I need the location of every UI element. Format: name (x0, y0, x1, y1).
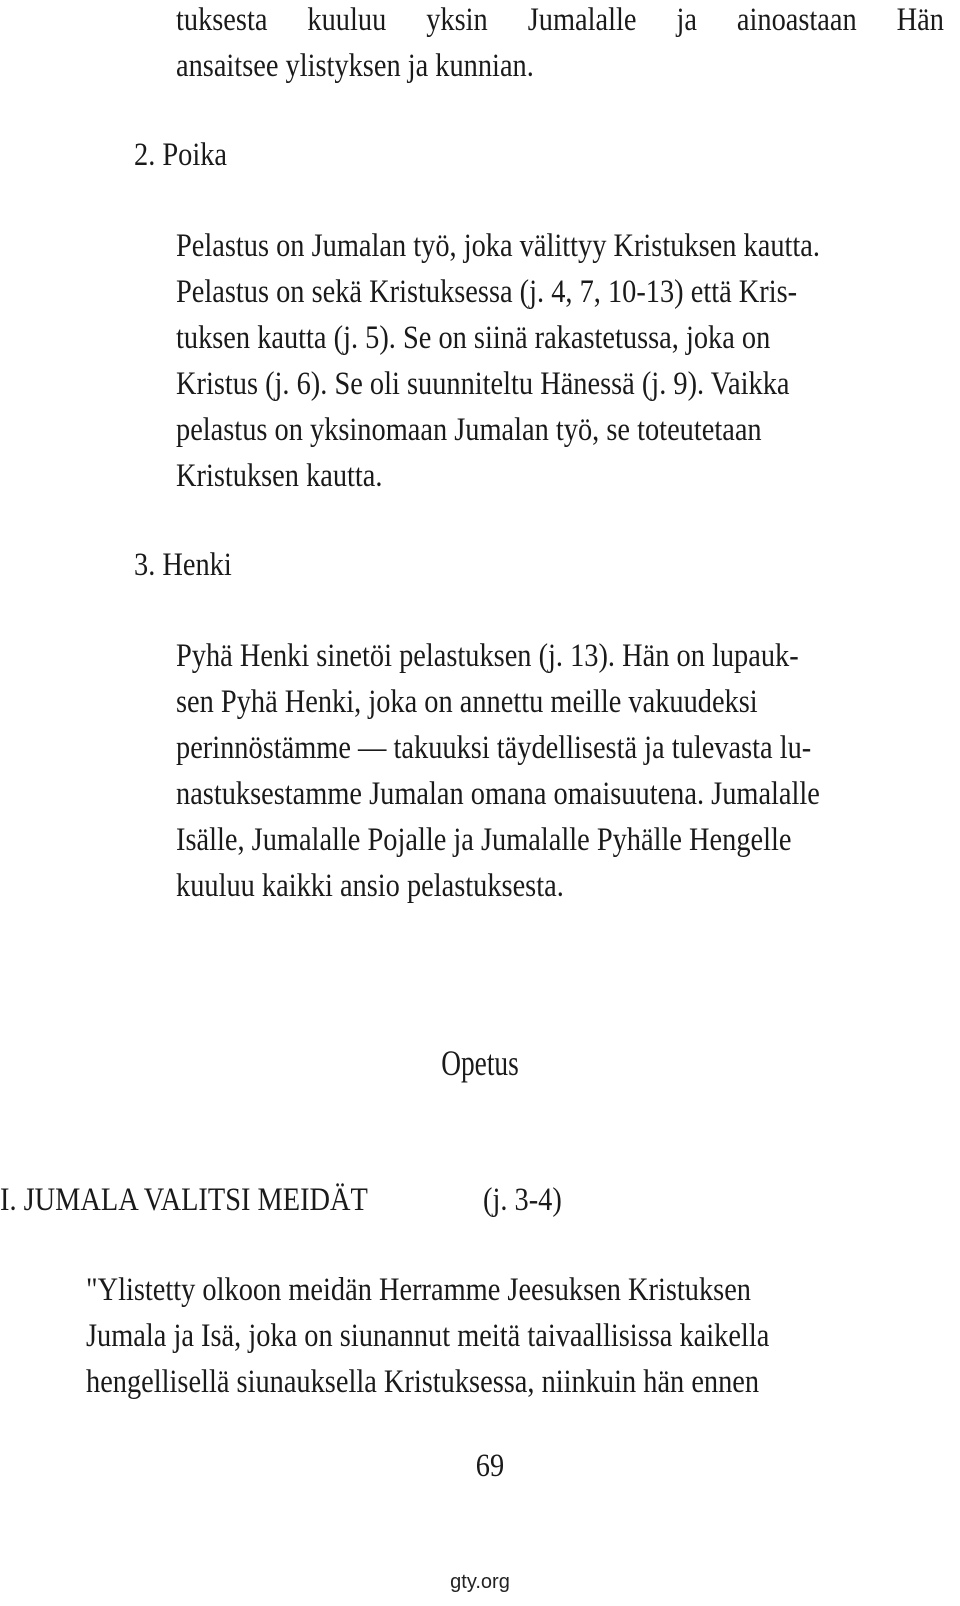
site-watermark: gty.org (450, 1571, 510, 1593)
paragraph-line: Kristus (j. 6). Se oli suunniteltu Hänessä (j. 9). Vaikka (176, 366, 790, 402)
quote-line: hengellisellä siunauksella Kristuksessa, niinkuin hän ennen (86, 1364, 760, 1400)
word: tuksesta (176, 2, 268, 38)
paragraph-line: nastuksestamme Jumalan omana omaisuutena. Jumalalle (176, 776, 820, 812)
section-heading: I. JUMALA VALITSI MEIDÄT (0, 1182, 368, 1218)
word: Jumalalle (527, 2, 637, 38)
paragraph-line: sen Pyhä Henki, joka on annettu meille vakuudeksi (176, 684, 758, 720)
word: yksin (426, 2, 488, 38)
paragraph-line: Pelastus on Jumalan työ, joka välittyy Kristuksen kautta. (176, 228, 820, 264)
section-heading: 3. Henki (134, 547, 232, 583)
paragraph-line: Pyhä Henki sinetöi pelastuksen (j. 13). Hän on lupauk- (176, 638, 799, 674)
paragraph-line: ansaitsee ylistyksen ja kunnian. (176, 48, 534, 84)
word: ja (676, 2, 697, 38)
paragraph-line: perinnöstämme — takuuksi täydellisestä ja tulevasta lu- (176, 730, 812, 766)
page-number: 69 (475, 1448, 505, 1484)
paragraph-line: kuuluu kaikki ansio pelastuksesta. (176, 868, 564, 904)
paragraph-line: pelastus on yksinomaan Jumalan työ, se toteutetaan (176, 412, 762, 448)
word: Hän (896, 2, 944, 38)
paragraph-line: Isälle, Jumalalle Pojalle ja Jumalalle Pyhälle Hengelle (176, 822, 792, 858)
paragraph-line: tuksen kautta (j. 5). Se on siinä rakastetussa, joka on (176, 320, 771, 356)
opetus-title: Opetus (441, 1043, 519, 1083)
quote-line: Jumala ja Isä, joka on siunannut meitä taivaallisissa kaikella (86, 1318, 770, 1354)
quote-line: "Ylistetty olkoon meidän Herramme Jeesuksen Kristuksen (86, 1272, 751, 1308)
section-reference: (j. 3-4) (483, 1182, 562, 1218)
paragraph-line: Pelastus on sekä Kristuksessa (j. 4, 7, 10-13) että Kris- (176, 274, 798, 310)
section-heading: 2. Poika (134, 137, 228, 173)
paragraph-line: Kristuksen kautta. (176, 458, 383, 494)
word: kuuluu (307, 2, 387, 38)
word: ainoastaan (736, 2, 857, 38)
paragraph-line (176, 0, 944, 40)
